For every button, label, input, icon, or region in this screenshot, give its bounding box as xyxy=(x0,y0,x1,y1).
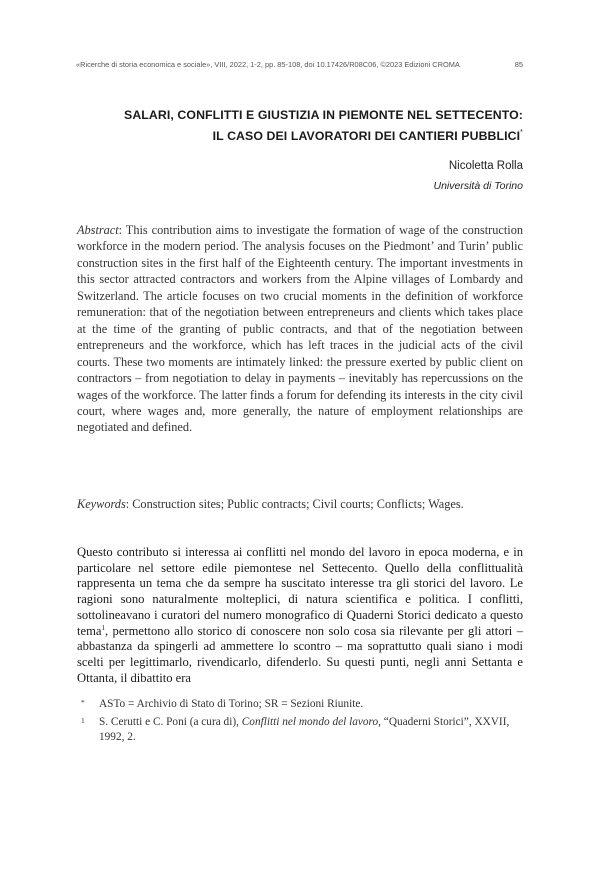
footnote-text-post: , “Quaderni Storici”, XXVII, 1992, 2. xyxy=(99,715,510,743)
keywords xyxy=(77,496,523,512)
title-footnote-mark: * xyxy=(520,129,523,136)
title-line-1: SALARI, CONFLITTI E GIUSTIZIA IN PIEMONTE NEL SETTECENTO: xyxy=(124,108,523,122)
body-text-part-2: , permettono allo storico di conoscere non solo cosa sia rilevante per gli attori – abbastanza da spingerli ad ammettere lo scontro – ma soprattutto quali siano i modi scelti per legittimarlo, rivendicarlo, difenderlo. Su questi punti, negli anni Settanta e Ottanta, il dibattito era xyxy=(77,623,523,685)
footnote-text: ASTo = Archivio di Stato di Torino; SR = Sezioni Riunite. xyxy=(99,698,364,710)
title-line-2 xyxy=(76,124,523,145)
author-affiliation: Università di Torino xyxy=(433,180,523,192)
abstract-text: : This contribution aims to investigate the formation of wage of the construction workforce in the modern period. The analysis focuses on the Piedmont’ and Turin’ public construction sites in the first half of the Eighteenth century. The important investments in this sector attracted contractors and workers from the Alpine villages of Lombardy and Switzerland. The article focuses on two crucial moments in the definition of workforce remuneration: that of the negotiation between entrepreneurs and clients which takes place at the time of the granting of public contracts, and that of the negotiation between entrepreneurs and the workforce, which has left traces in the judicial acts of the civil courts. These two moments are intimately linked: the pressure exerted by public client on contractors – from negotiation to delay in payments – inevitably has repercussions on the wages of the workforce. The latter finds a forum for defending its interests in the city civil court, where wages and, more generally, the nature of employment relationships are negotiated and defined. xyxy=(77,223,523,435)
footnote-star xyxy=(77,697,523,713)
abstract xyxy=(77,222,523,436)
body-text-part-1: Questo contributo si interessa ai conflitti nel mondo del lavoro in epoca moderna, e in particolare nel settore edile piemontese nel Settecento. Quello della conflittualità rappresenta un tema che da sempre ha suscitato interesse tra gli storici del lavoro. Le ragioni sono naturalmente molteplici, di natura scientifica e politica. I conflitti, sottolineavano i curatori del numero monografico di Quaderni Storici dedicato a questo tema xyxy=(77,545,523,638)
footnote-cited-title: Conflitti nel mondo del lavoro xyxy=(241,715,379,728)
article-title xyxy=(76,106,523,145)
running-head xyxy=(76,60,523,69)
author-name: Nicoletta Rolla xyxy=(448,160,523,172)
journal-citation: «Ricerche di storia economica e sociale», VIII, 2022, 1-2, pp. 85-108, doi 10.17426/R08C06, ©2023 Edizioni CROMA xyxy=(76,60,460,69)
footnote-mark: 1 xyxy=(81,715,85,725)
footnote-mark: * xyxy=(81,698,85,707)
footnote-ref-1[interactable]: 1 xyxy=(101,623,105,632)
footnotes xyxy=(77,697,523,748)
body-paragraph xyxy=(77,545,523,686)
page-number: 85 xyxy=(514,60,523,69)
abstract-label: Abstract xyxy=(77,223,119,237)
footnote-1 xyxy=(77,715,523,746)
footnote-text-pre: S. Cerutti e C. Poni (a cura di), xyxy=(99,715,242,728)
keywords-text: : Construction sites; Public contracts; Civil courts; Conflicts; Wages. xyxy=(125,497,464,511)
title-line-2-text: IL CASO DEI LAVORATORI DEI CANTIERI PUBBLICI xyxy=(212,129,521,143)
keywords-label: Keywords xyxy=(77,497,126,511)
